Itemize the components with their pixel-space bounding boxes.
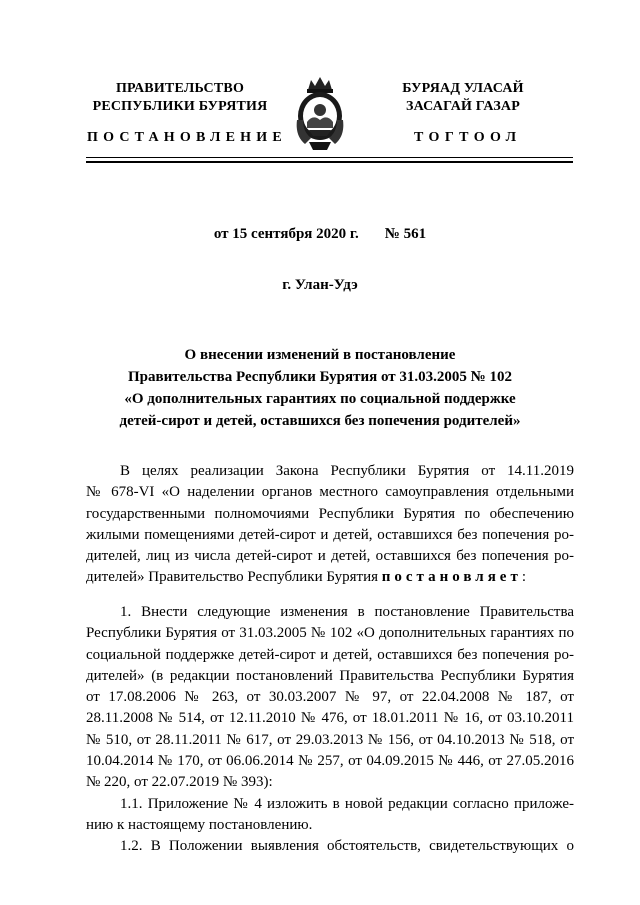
text-line: № 220, от 22.07.2019 № 393): [86, 774, 273, 791]
issuer-russian-line2: РЕСПУБЛИКИ БУРЯТИЯ [92, 99, 268, 114]
header-rule-thick [86, 161, 573, 163]
text-line: нию к настоящему постановлению. [86, 816, 313, 833]
text-line: 1. Внести следующие изменения в постановление Правительства [120, 604, 574, 620]
coat-of-arms-icon [291, 74, 349, 152]
document-city: г. Улан-Удэ [282, 277, 358, 293]
text-line: социальной поддержке детей-сирот и детей, оставшихся без попечения ро- [86, 646, 574, 663]
issuer-russian [88, 80, 272, 116]
document-date: от 15 сентября 2020 г. [213, 226, 359, 242]
title-line: «О дополнительных гарантиях по социальной поддержке [124, 391, 516, 407]
document-number: № 561 [384, 226, 427, 242]
title-line: О внесении изменений в постановление [184, 347, 456, 363]
header-rule-thin [86, 157, 573, 158]
text-line: 10.04.2014 № 170, от 06.06.2014 № 257, от 04.09.2015 № 446, от 27.05.2016 [86, 753, 574, 770]
doc-type-buryat: ТОГТООЛ [414, 130, 522, 145]
preamble-last-suffix: : [521, 569, 527, 586]
issuer-buryat-line2: ЗАСАГАЙ ГАЗАР [405, 99, 520, 114]
text-line: Республики Бурятия от 31.03.2005 № 102 «О дополнительных гарантиях по [86, 625, 574, 642]
text-line: дителей, лиц из числа детей-сирот и детей, оставшихся без попечения ро- [86, 548, 574, 565]
title-line: Правительства Республики Бурятия от 31.03.2005 № 102 [127, 369, 512, 385]
text-line [86, 567, 574, 588]
date-number-line [0, 226, 640, 243]
text-line: 1.1. Приложение № 4 изложить в новой редакции согласно приложе- [120, 795, 574, 812]
text-line: № 678-VI «О наделении органов местного самоуправления отдельными [86, 484, 574, 501]
text-line: № 510, от 28.11.2011 № 617, от 29.03.2013 № 156, от 04.10.2013 № 518, от [86, 731, 574, 748]
text-line: В целях реализации Закона Республики Бурятия от 14.11.2019 [120, 463, 574, 479]
title-line: детей-сирот и детей, оставшихся без попечения родителей» [119, 413, 521, 429]
text-line: государственными полномочиями Республики Бурятия по обеспечению [86, 505, 574, 522]
clauses-section [86, 602, 574, 858]
text-line: от 17.08.2006 № 263, от 30.03.2007 № 97, от 22.04.2008 № 187, от [86, 689, 574, 706]
doc-type-russian: ПОСТАНОВЛЕНИЕ [87, 130, 287, 145]
text-line: дителей» (в редакции постановлений Правительства Республики Бурятия [86, 667, 574, 684]
issuer-buryat [388, 80, 538, 116]
text-line: жилыми помещениями детей-сирот и детей, оставшихся без попечения ро- [86, 526, 574, 543]
preamble-last-prefix: дителей» Правительство Республики Бурятия [86, 569, 378, 586]
issuer-buryat-line1: БУРЯАД УЛАСАЙ [402, 81, 524, 96]
resolves-word: постановляет [381, 569, 522, 586]
text-line: 1.2. В Положении выявления обстоятельств, свидетельствующих о [120, 838, 574, 855]
issuer-russian-line1: ПРАВИТЕЛЬСТВО [115, 81, 245, 96]
preamble-paragraph [86, 461, 574, 589]
text-line: 28.11.2008 № 514, от 12.11.2010 № 476, от 18.01.2011 № 16, от 03.10.2011 [86, 710, 574, 727]
document-title [90, 344, 550, 432]
